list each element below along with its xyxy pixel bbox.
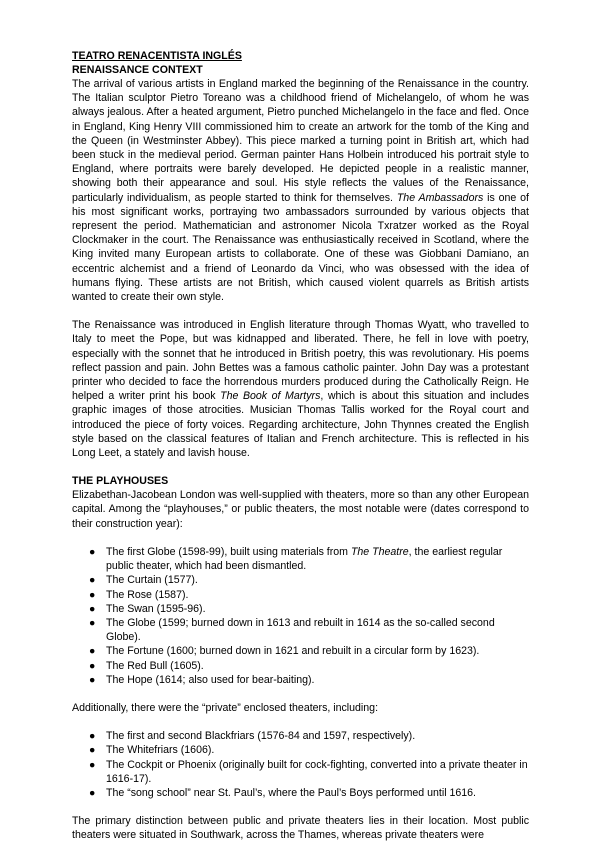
paragraph-public-vs-private: The primary distinction between public and private theaters lies in their location. Most public theaters were situated in Southwark, across the Thames, whereas private theaters were <box>72 815 529 842</box>
paragraph-english-literature <box>72 318 529 460</box>
section-heading-renaissance-context: RENAISSANCE CONTEXT <box>72 64 203 76</box>
paragraph-playhouses-intro: Elizabethan-Jacobean London was well-supplied with theaters, more so than any other European capital. Among the “playhouses,” or public theaters, the most notable were (dates correspond to their construction year): <box>72 489 529 530</box>
bullet-icon: ● <box>89 659 96 672</box>
bullet-icon: ● <box>89 758 96 771</box>
list-item: ● The Globe (1599; burned down in 1613 and rebuilt in 1614 as the so-called second Globe). <box>89 616 495 644</box>
list-item: ● The Cockpit or Phoenix (originally built for cock-fighting, converted into a private theater in 1616-17). <box>89 758 528 785</box>
list-item: ● The Rose (1587). <box>89 588 189 601</box>
bullet-icon: ● <box>89 744 96 757</box>
bullet-icon: ● <box>89 574 96 587</box>
paragraph-text: , which is about this situation and includes graphic images of those atrocities. Musician Thomas Tallis worked for the Royal court and introduced the piece of forty voices. Regarding architecture, John Thynnes created the English style based on the classical features of Italian and French architecture. This is reflected in his Long Leet, a stately and lavish house. <box>72 390 530 460</box>
paragraph-text: The Renaissance was introduced in English literature through Thomas Wyatt, who travelled to Italy to meet the Pope, but was kidnapped and liberated. There, he fell in love with poetry, especially with the sonnet that he introduced in British poetry, this was revolutionary. His poems reflect passion and pain. John Bettes was a famous catholic painter. John Day was a protestant printer who decided to face the horrendous murders produced during the Catholically Reign. He helped a writer print his book <box>72 319 529 403</box>
list-item: ● The Red Bull (1605). <box>89 659 204 672</box>
list-item: ● The Hope (1614; also used for bear-baiting). <box>89 673 315 686</box>
bullet-icon: ● <box>89 730 96 743</box>
bullet-icon: ● <box>89 616 96 629</box>
document-title: TEATRO RENACENTISTA INGLÉS <box>72 50 242 62</box>
list-item: ● The “song school” near St. Paul’s, where the Paul’s Boys performed until 1616. <box>89 786 477 799</box>
list-item: ● The first and second Blackfriars (1576-84 and 1597, respectively). <box>89 730 416 743</box>
paragraph-private-theaters-intro: Additionally, there were the “private” enclosed theaters, including: <box>72 701 379 714</box>
paragraph-renaissance-context <box>72 77 529 304</box>
list-item: ● The Swan (1595-96). <box>89 602 206 615</box>
book-title-martyrs: The Book of Martyrs <box>220 390 321 403</box>
list-item: ● The first Globe (1598-99), built using materials from The Theatre, the earliest regular public theater, which had been dismantled. <box>89 545 503 573</box>
paragraph-text: is one of his most significant works, portraying two ambassadors surrounded by various objects that represent the period. Mathematician and astronomer Nicola Txratzer worked as the Royal Clockmaker in the court. The Renaissance was enthusiastically received in Scotland, where the King invited many European artists to collaborate. One of these was Giobbani Damiano, an eccentric alchemist and a friend of Leonardo da Vinci, who was obsessed with the idea of humans flying. These artists are not British, which caused violent quarrels as British artists wanted to create their own style. <box>72 191 529 304</box>
list-item: ● The Fortune (1600; burned down in 1621 and rebuilt in a circular form by 1623). <box>89 645 480 658</box>
private-theaters-list <box>72 729 529 800</box>
bullet-icon: ● <box>89 602 96 615</box>
section-heading-playhouses: THE PLAYHOUSES <box>72 475 169 488</box>
bullet-icon: ● <box>89 673 96 686</box>
public-theaters-list <box>72 545 529 687</box>
bullet-icon: ● <box>89 545 96 558</box>
paragraph-text: The arrival of various artists in England marked the beginning of the Renaissance in the country. The Italian sculptor Pietro Toreano was a childhood friend of Michelangelo, of whom he was always jealous. After a heated argument, Pietro punched Michelangelo in the face and fled. Once in England, King Henry VIII commissioned him to create an artwork for the tomb of the King and the Queen (in Westminster Abbey). This piece marked a turning point in British art, which had been stuck in the medieval period. German painter Hans Holbein introduced his portrait style to England, where portraits were barely developed. He depicted people in a realistic manner, showing both their appearance and soul. His style reflects the values of the Renaissance, particularly individualism, as people started to think for themselves. <box>72 78 529 204</box>
bullet-icon: ● <box>89 588 96 601</box>
bullet-icon: ● <box>89 786 96 799</box>
list-item: ● The Whitefriars (1606). <box>89 744 215 757</box>
bullet-icon: ● <box>89 645 96 658</box>
artwork-title-ambassadors: The Ambassadors <box>396 191 484 204</box>
list-item: ● The Curtain (1577). <box>89 574 198 587</box>
